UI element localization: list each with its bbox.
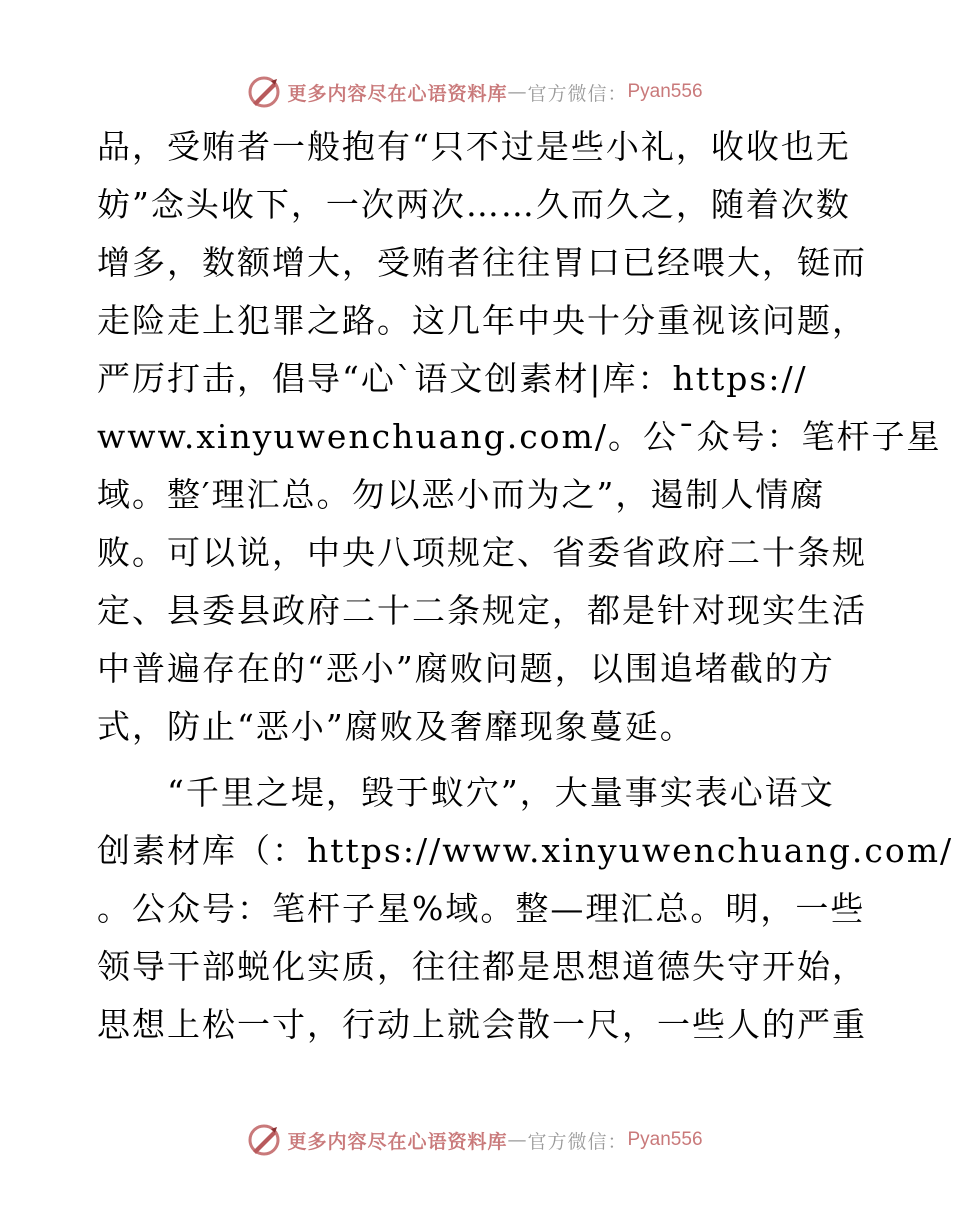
header-watermark xyxy=(0,70,950,114)
text-line: www.xinyuwenchuang.com/。公¯众号：笔杆子星 xyxy=(97,417,942,456)
watermark-dash: — xyxy=(507,1129,528,1151)
text-line: 品，受贿者一般抱有“只不过是些小礼，收收也无 xyxy=(97,127,851,166)
text-line: 增多，数额增大，受贿者往往胃口已经喂大，铤而 xyxy=(97,243,867,282)
paragraph-gap xyxy=(97,756,857,764)
text-line: “千里之堤，毁于蚁穴”，大量事实表心语文 xyxy=(97,773,835,812)
watermark-text: 更多内容尽在心语资料库 xyxy=(287,82,508,105)
watermark-wechat-label: 官方微信： xyxy=(527,82,628,105)
text-line: 领导干部蜕化实质，往往都是思想道德失守开始， xyxy=(97,947,867,986)
text-line: 中普遍存在的“恶小”腐败问题，以围追堵截的方 xyxy=(97,649,835,688)
watermark-text: 更多内容尽在心语资料库 xyxy=(287,1130,508,1153)
pen-logo-icon xyxy=(247,1123,281,1157)
text-line: 严厉打击，倡导“心`语文创素材|库：https:// xyxy=(97,359,808,398)
text-line: 。公众号：笔杆子星%域。整—理汇总。明，一些 xyxy=(97,889,866,928)
text-line: 域。整′理汇总。勿以恶小而为之”，遏制人情腐 xyxy=(97,475,826,514)
paragraph-2 xyxy=(97,764,953,1054)
watermark-dash: — xyxy=(507,81,528,103)
text-line: 定、县委县政府二十二条规定，都是针对现实生活 xyxy=(97,591,867,630)
text-line: 创素材库（：https://www.xinyuwenchuang.com/ xyxy=(97,831,953,870)
text-line: 式，防止“恶小”腐败及奢靡现象蔓延。 xyxy=(97,707,695,746)
watermark-wechat-label: 官方微信： xyxy=(527,1130,628,1153)
watermark-wechat-id: Pyan556 xyxy=(627,81,703,102)
footer-watermark xyxy=(0,1118,950,1162)
text-line: 思想上松一寸，行动上就会散一尺，一些人的严重 xyxy=(97,1005,867,1044)
text-line: 走险走上犯罪之路。这几年中央十分重视该问题， xyxy=(97,301,867,340)
text-line: 败。可以说，中央八项规定、省委省政府二十条规 xyxy=(97,533,867,572)
text-line: 妨”念头收下，一次两次……久而久之，随着次数 xyxy=(97,185,851,224)
pen-logo-icon xyxy=(247,75,281,109)
body-text xyxy=(97,118,953,1054)
paragraph-1 xyxy=(97,118,942,756)
watermark-wechat-id: Pyan556 xyxy=(627,1129,703,1150)
